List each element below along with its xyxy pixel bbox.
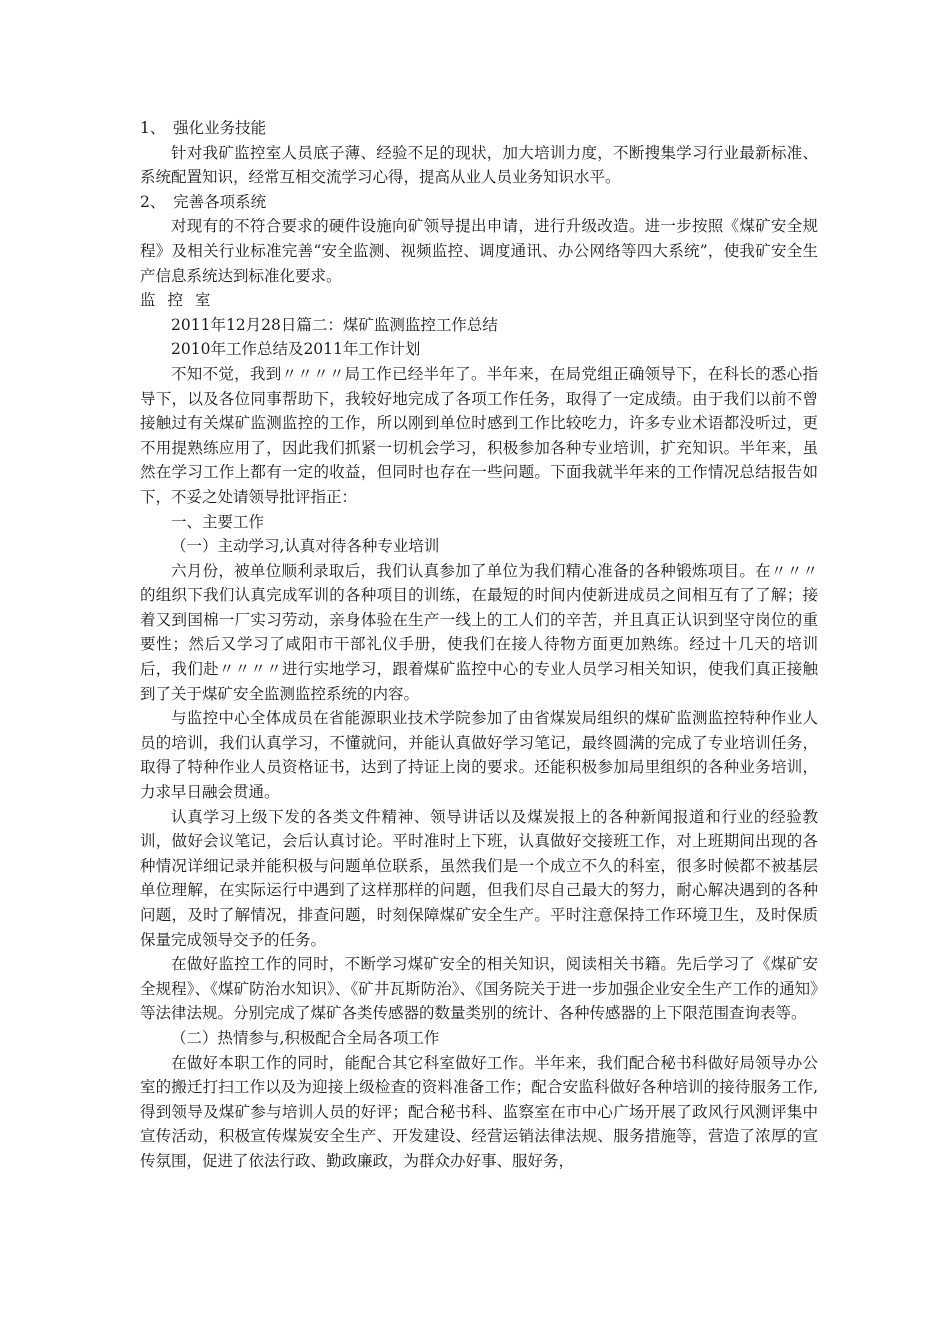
paragraph: 在做好本职工作的同时，能配合其它科室做好工作。半年来，我们配合秘书科做好局领导办公室的搬迁打扫工作以及为迎接上级检查的资料准备工作；配合安监科做好各种培训的接待服务工作,得到领导及煤矿参与培训人员的好评；配合秘书科、监察室在市中心广场开展了政风行风测评集中宣传活动，积极宣传煤炭安全生产、开发建设、经营运销法律法规、服务措施等，营造了浓厚的宣传氛围，促进了依法行政、勤政廉政，为群众办好事、服好务， [140, 1053, 818, 1170]
paragraph: 与监控中心全体成员在省能源职业技术学院参加了由省煤炭局组织的煤矿监测监控特种作业人员的培训，我们认真学习，不懂就问，并能认真做好学习笔记，最终圆满的完成了专业培训任务，取得了特种作业人员资格证书，达到了持证上岗的要求。还能积极参加局里组织的各种业务培训，力求早日融会贯通。 [140, 709, 818, 802]
document-body [140, 116, 818, 1174]
signature-department: 监控室 [140, 291, 223, 310]
subsection-heading-1: （一）主动学习,认真对待各种专业培训 [171, 537, 440, 556]
paragraph: 不知不觉，我到〃〃〃〃局工作已经半年了。半年来，在局党组正确领导下，在科长的悉心指导下，以及各位同事帮助下，我较好地完成了各项工作任务，取得了一定成绩。由于我们以前不曾接触过有关煤矿监测监控的工作，所以刚到单位时感到工作比较吃力，许多专业术语都没听过，更不用提熟练应用了，因此我们抓紧一切机会学习，积极参加各种专业培训，扩充知识。半年来，虽然在学习工作上都有一定的收益，但同时也存在一些问题。下面我就半年来的工作情况总结报告如下，不妥之处请领导批评指正： [140, 364, 818, 506]
section-heading-main-work: 一、主要工作 [171, 512, 265, 531]
date-and-title-line: 2011年12月28日篇二：煤矿监测监控工作总结 [171, 315, 498, 334]
paragraph: 在做好监控工作的同时，不断学习煤矿安全的相关知识，阅读相关书籍。先后学习了《煤矿安全规程》、《煤矿防治水知识》、《矿井瓦斯防治》、《国务院关于进一步加强企业安全生产工作的通知》等法律法规。分别完成了煤矿各类传感器的数量类别的统计、各种传感器的上下限范围查询表等。 [140, 955, 818, 1023]
document-subtitle: 2010年工作总结及2011年工作计划 [171, 340, 421, 359]
paragraph: 六月份，被单位顺利录取后，我们认真参加了单位为我们精心准备的各种锻炼项目。在〃〃〃的组织下我们认真完成军训的各种项目的训练，在最短的时间内使新进成员之间相互有了了解；接着又到国棉一厂实习劳动，亲身体验在生产一线上的工人们的辛苦，并且真正认识到坚守岗位的重要性；然后又学习了咸阳市干部礼仪手册，使我们在接人待物方面更加熟练。经过十几天的培训后，我们赴〃〃〃〃进行实地学习，跟着煤矿监控中心的专业人员学习相关知识，使我们真正接触到了关于煤矿安全监测监控系统的内容。 [140, 561, 818, 703]
paragraph: 对现有的不符合要求的硬件设施向矿领导提出申请，进行升级改造。进一步按照《煤矿安全规程》及相关行业标准完善“安全监测、视频监控、调度通讯、办公网络等四大系统”，使我矿安全生产信息系统达到标准化要求。 [140, 217, 818, 285]
paragraph: 认真学习上级下发的各类文件精神、领导讲话以及煤炭报上的各种新闻报道和行业的经验教训，做好会议笔记，会后认真讨论。平时准时上下班，认真做好交接班工作，对上班期间出现的各种情况详细记录并能积极与问题单位联系，虽然我们是一个成立不久的科室，很多时候都不被基层单位理解，在实际运行中遇到了这样那样的问题，但我们尽自己最大的努力，耐心解决遇到的各种问题，及时了解情况，排查问题，时刻保障煤矿安全生产。平时注意保持工作环境卫生，及时保质保量完成领导交予的任务。 [140, 807, 818, 949]
paragraph: 针对我矿监控室人员底子薄、经验不足的现状，加大培训力度，不断搜集学习行业最新标准、系统配置知识，经常互相交流学习心得，提高从业人员业务知识水平。 [140, 143, 818, 187]
section-heading-2: 2、 完善各项系统 [140, 192, 267, 211]
subsection-heading-2: （二）热情参与,积极配合全局各项工作 [171, 1028, 440, 1047]
section-heading-1: 1、 强化业务技能 [140, 119, 267, 137]
